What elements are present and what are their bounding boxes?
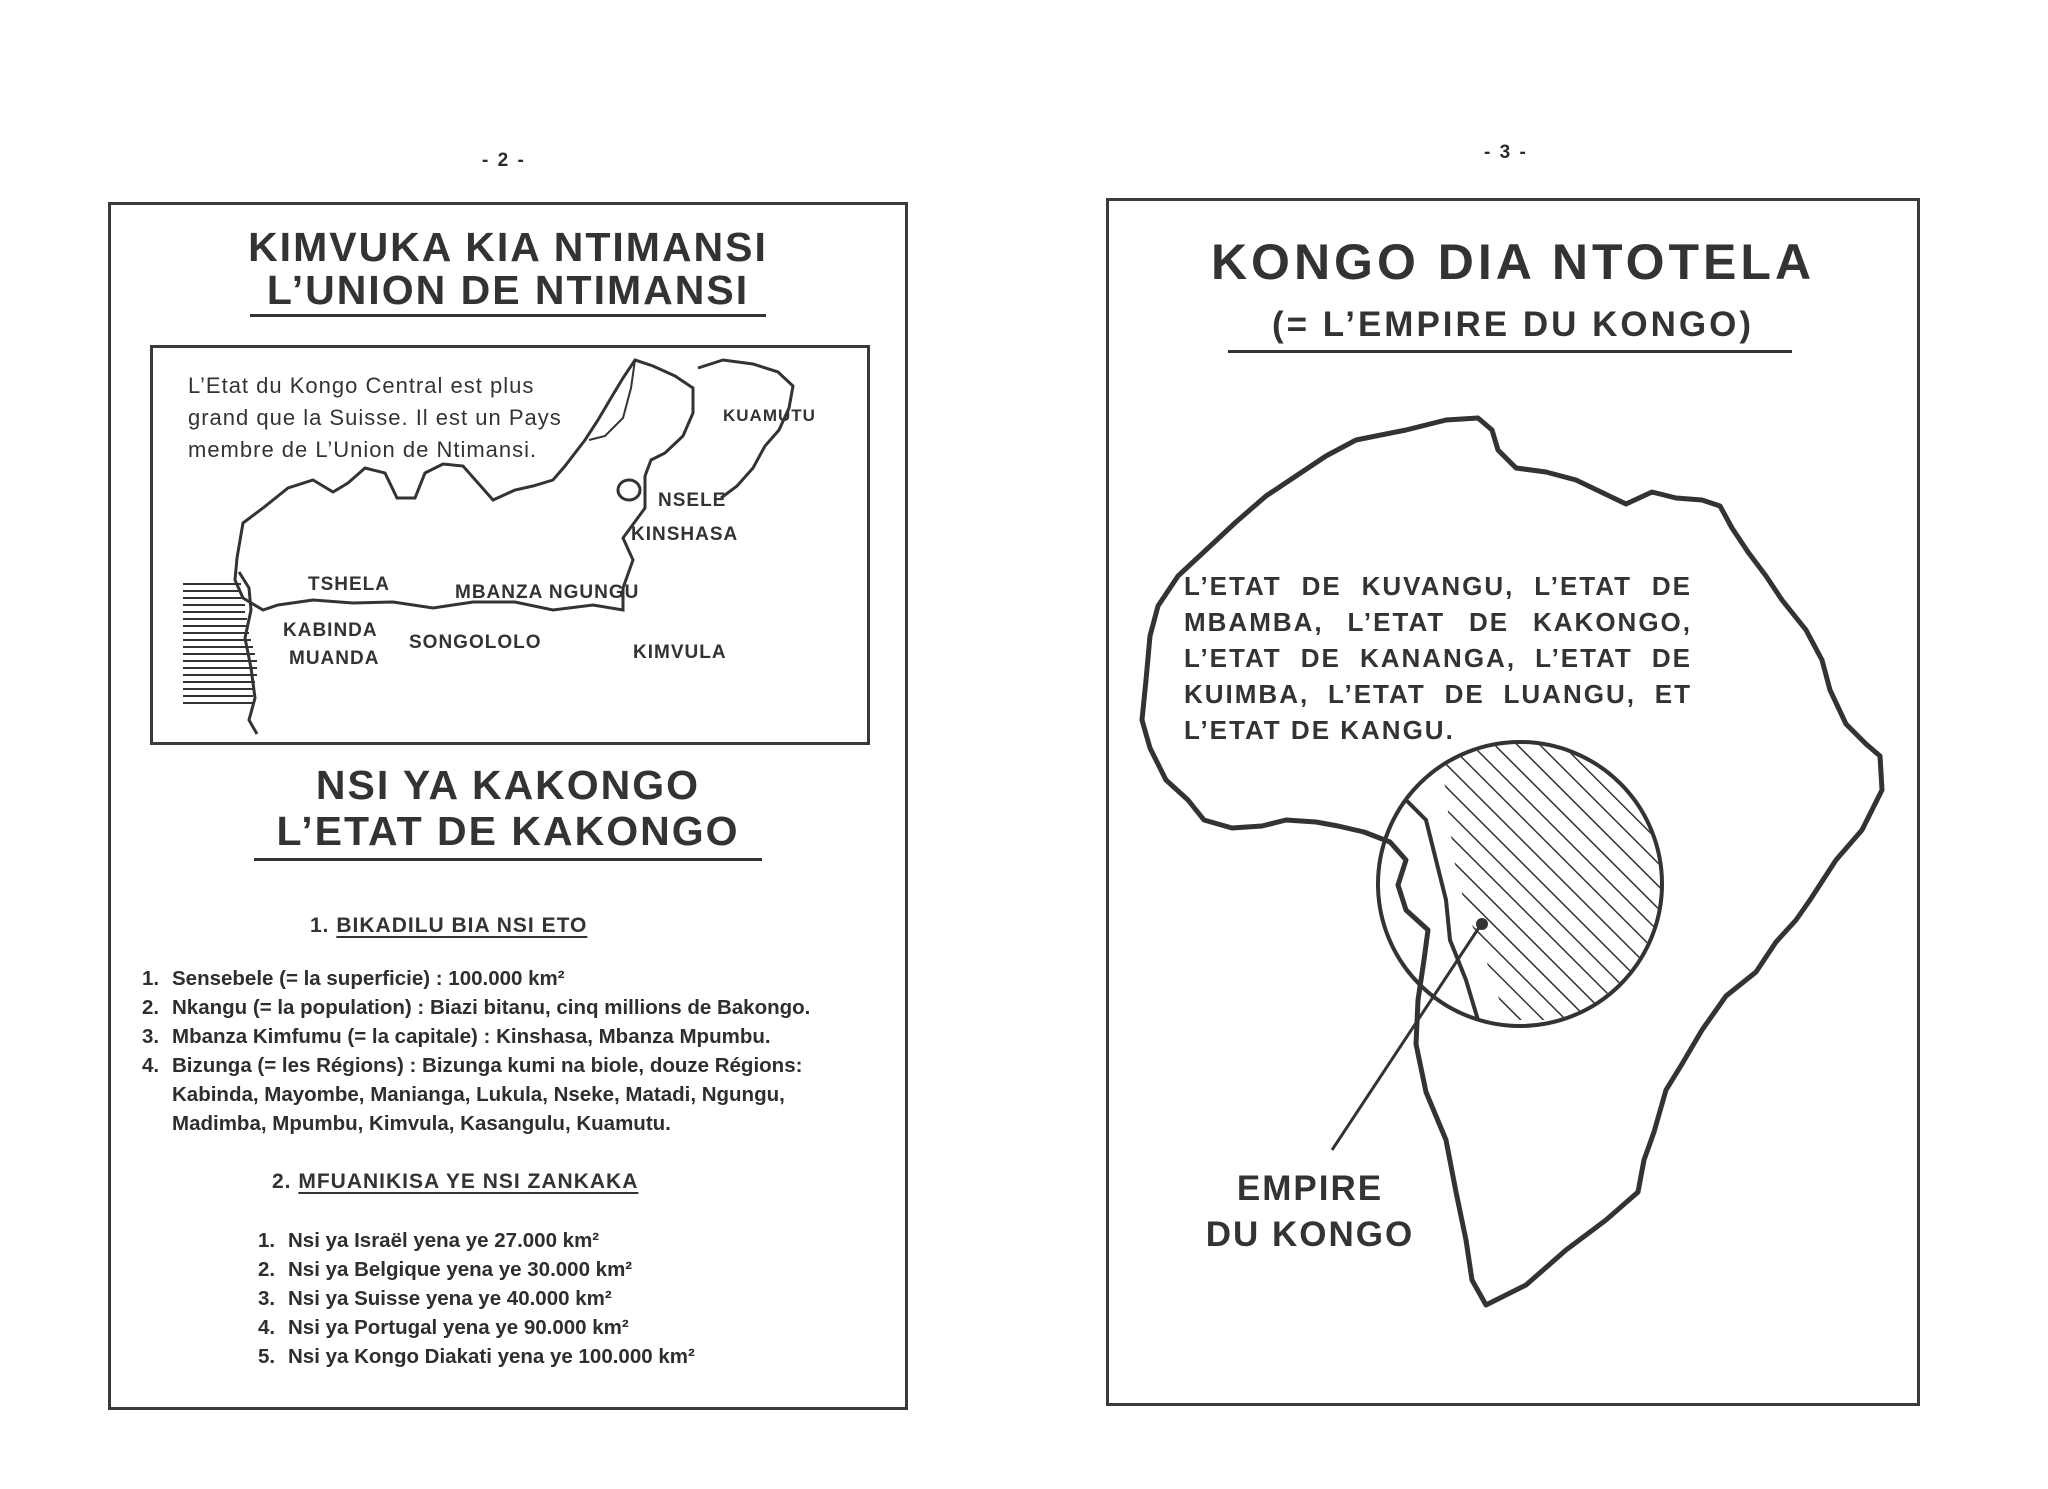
section-title (108, 762, 908, 854)
kongo-central-map-box (150, 345, 870, 745)
left-page-title (108, 226, 908, 312)
empire-label-line-1: EMPIRE (1236, 1169, 1384, 1208)
label-nsele: NSELE (658, 490, 727, 511)
subheading-1 (310, 914, 587, 938)
caption-line-3: membre de L’Union de Ntimansi. (188, 437, 538, 462)
label-kuamutu: KUAMUTU (723, 406, 816, 425)
empire-label (1180, 1166, 1440, 1258)
title-line-2: L’UNION DE NTIMANSI (266, 267, 750, 314)
label-muanda: MUANDA (289, 648, 380, 669)
map-caption (188, 370, 588, 466)
page-number-right: - 3 - (1484, 142, 1528, 163)
empire-label-line-2: DU KONGO (1205, 1215, 1415, 1254)
subheading-1-number: 1. (310, 914, 330, 937)
title-underline (250, 314, 766, 317)
list-item: 2. Nkangu (= la population) : Biazi bitanu, cinq millions de Bakongo. (142, 996, 811, 1019)
subheading-2 (272, 1170, 638, 1194)
list-item: 3. Nsi ya Suisse yena ye 40.000 km² (258, 1287, 612, 1310)
page-number-left: - 2 - (482, 150, 526, 171)
list-item: 5. Nsi ya Kongo Diakati yena ye 100.000 km² (258, 1345, 695, 1368)
list-item: 4. Nsi ya Portugal yena ye 90.000 km² (258, 1316, 629, 1339)
list-item: 2. Nsi ya Belgique yena ye 30.000 km² (258, 1258, 633, 1281)
label-tshela: TSHELA (308, 574, 390, 595)
list-item: 4. Bizunga (= les Régions) : Bizunga kumi na biole, douze Régions: (142, 1054, 803, 1077)
comparisons-list (258, 1226, 878, 1371)
title-line-2: (= L’EMPIRE DU KONGO) (1271, 304, 1755, 344)
facts-list (142, 964, 902, 1138)
list-item: 1. Sensebele (= la superficie) : 100.000 km² (142, 967, 565, 990)
right-page-title (1106, 236, 1920, 343)
empire-pointer-dot (1476, 918, 1488, 930)
kuamutu-shape (698, 360, 793, 498)
caption-line-2: grand que la Suisse. Il est un Pays (188, 405, 562, 430)
right-title-underline (1228, 350, 1792, 353)
label-mbanza-ngungu: MBANZA NGUNGU (455, 582, 640, 603)
list-item: 3. Mbanza Kimfumu (= la capitale) : Kinshasa, Mbanza Mpumbu. (142, 1025, 771, 1048)
title-line-1: KONGO DIA NTOTELA (1210, 234, 1816, 290)
label-kimvula: KIMVULA (633, 642, 727, 663)
subheading-2-title: MFUANIKISA YE NSI ZANKAKA (298, 1170, 639, 1193)
label-songololo: SONGOLOLO (409, 632, 542, 653)
caption-line-1: L’Etat du Kongo Central est plus (188, 373, 535, 398)
label-kinshasa: KINSHASA (631, 524, 739, 545)
subheading-1-title: BIKADILU BIA NSI ETO (336, 914, 588, 937)
states-text: L’ETAT DE KUVANGU, L’ETAT DE MBAMBA, L’ETAT DE KAKONGO, L’ETAT DE KANANGA, L’ETAT DE KUIMBA, L’ETAT DE LUANGU, ET L’ETAT DE KANGU. (1184, 571, 1692, 745)
label-kabinda: KABINDA (283, 620, 378, 641)
subheading-2-number: 2. (272, 1170, 292, 1193)
list-item: 1. Nsi ya Israël yena ye 27.000 km² (258, 1229, 600, 1252)
section-title-line-2: L’ETAT DE KAKONGO (276, 808, 740, 854)
list-item-continuation: Kabinda, Mayombe, Manianga, Lukula, Nseke, Matadi, Ngungu, (172, 1083, 785, 1106)
nsele-loop (618, 480, 640, 500)
section-title-underline (254, 858, 762, 861)
empire-pointer-line (1332, 920, 1484, 1150)
title-line-1: KIMVUKA KIA NTIMANSI (248, 224, 768, 270)
section-title-line-1: NSI YA KAKONGO (315, 762, 701, 808)
list-item-continuation: Madimba, Mpumbu, Kimvula, Kasangulu, Kuamutu. (172, 1112, 671, 1135)
